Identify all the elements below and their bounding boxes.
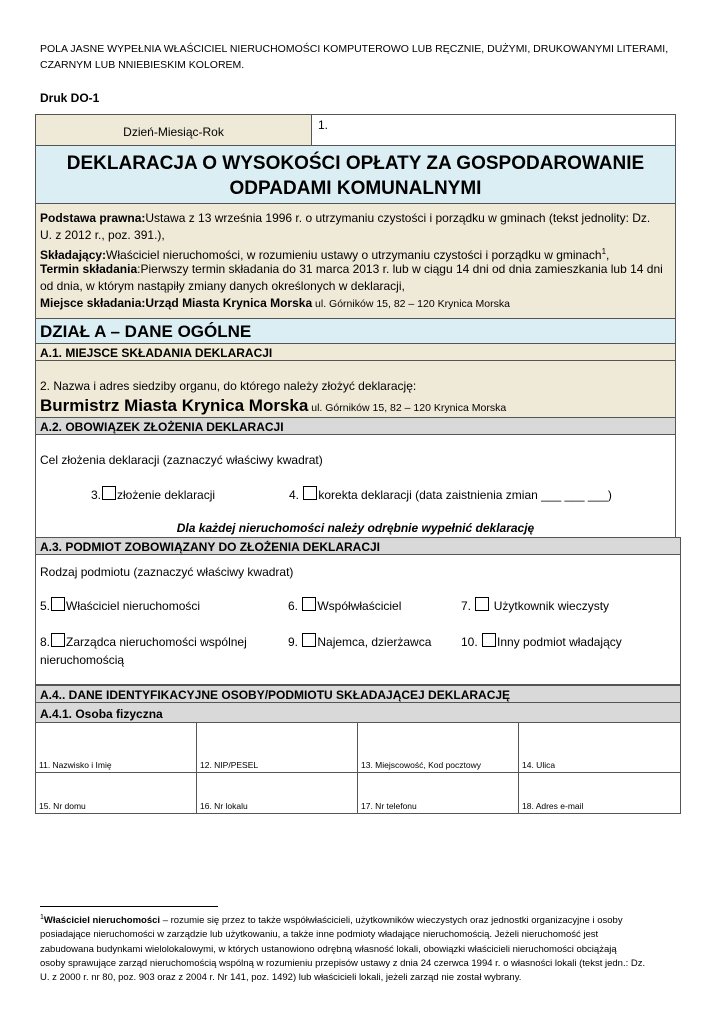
field-14-label: 14. Ulica bbox=[522, 760, 556, 770]
a1-body bbox=[35, 360, 676, 418]
deadline bbox=[40, 261, 663, 277]
checkbox-option-9[interactable] bbox=[302, 633, 316, 647]
a2-note: Dla każdej nieruchomości należy odrębnie wypełnić deklarację bbox=[176, 521, 535, 535]
legal-basis bbox=[40, 210, 650, 226]
a41-heading-row bbox=[35, 702, 681, 723]
footnote-separator bbox=[40, 906, 218, 907]
submitter-label: Składający: bbox=[40, 248, 107, 262]
field-11-cell[interactable] bbox=[36, 723, 196, 772]
place-address: ul. Górników 15, 82 – 120 Krynica Morska bbox=[312, 298, 510, 310]
footnote-line-3: zabudowana budynkami wielolokalowymi, w których ustanowiono odrębną własność lokali, obowiązki właścicieli nieruchomości obciążają bbox=[40, 943, 617, 955]
a1-address: ul. Górników 15, 82 – 120 Krynica Morska bbox=[308, 402, 507, 414]
date-label-cell bbox=[35, 114, 312, 146]
option-6[interactable] bbox=[288, 597, 401, 614]
checkbox-option-3[interactable] bbox=[102, 486, 116, 500]
option-5[interactable] bbox=[40, 597, 200, 614]
form-code: Druk DO-1 bbox=[40, 91, 100, 105]
section-a-heading bbox=[35, 318, 676, 344]
option-8-number: 8. bbox=[40, 635, 51, 649]
a4-heading: A.4.. DANE IDENTYFIKACYJNE OSOBY/PODMIOTU SKŁADAJĄCEJ DEKLARACJĘ bbox=[40, 688, 511, 702]
date-label: Dzień-Miesiąc-Rok bbox=[123, 125, 224, 139]
field-14-cell[interactable] bbox=[519, 723, 680, 772]
a1-authority: Burmistrz Miasta Krynica Morska bbox=[40, 396, 309, 415]
option-10-label: Inny podmiot władający bbox=[497, 635, 622, 649]
legal-basis-text: Ustawa z 13 września 1996 r. o utrzymaniu czystości i porządku w gminach (tekst jednolity: Dz. bbox=[145, 211, 651, 225]
option-9-label: Najemca, dzierżawca bbox=[317, 635, 432, 649]
option-3[interactable] bbox=[91, 486, 215, 503]
field-12-cell[interactable] bbox=[197, 723, 357, 772]
deadline-cont: od dnia, w którym nastąpiły zmiany danych określonych w deklaracji, bbox=[40, 279, 405, 293]
checkbox-option-5[interactable] bbox=[51, 597, 65, 611]
option-7[interactable] bbox=[461, 597, 609, 614]
legal-basis-cont: U. z 2012 r., poz. 391.), bbox=[40, 228, 165, 242]
field-12-label: 12. NIP/PESEL bbox=[200, 760, 259, 770]
footnote-line-2: posiadające nieruchomości w zarządzie lub użytkowaniu, a także inne podmioty władające nieruchomością. Jeżeli nieruchomość jest bbox=[40, 929, 599, 941]
field-15-cell[interactable] bbox=[36, 773, 196, 813]
place-label: Miejsce składania: bbox=[40, 296, 146, 310]
field-16-label: 16. Nr lokalu bbox=[200, 801, 248, 811]
field-13-cell[interactable] bbox=[358, 723, 518, 772]
footnote-line-4: osoby sprawujące zarząd nieruchomością wspólną w rozumieniu przepisów ustawy z dnia 24 czerwca 1994 r. o własności lokali (tekst jedn.: Dz. bbox=[40, 957, 646, 969]
footnote bbox=[40, 911, 645, 985]
a3-heading: A.3. PODMIOT ZOBOWIĄZANY DO ZŁOŻENIA DEKLARACJI bbox=[40, 540, 381, 554]
a3-type-label: Rodzaj podmiotu (zaznaczyć właściwy kwadrat) bbox=[40, 565, 294, 579]
a1-heading: A.1. MIEJSCE SKŁADANIA DEKLARACJI bbox=[40, 346, 273, 360]
a3-body bbox=[35, 554, 681, 685]
option-5-number: 5. bbox=[40, 599, 51, 613]
option-9-number: 9. bbox=[288, 635, 299, 649]
a41-heading: A.4.1. Osoba fizyczna bbox=[40, 707, 163, 721]
field-13-label: 13. Miejscowość, Kod pocztowy bbox=[361, 760, 481, 770]
option-8-label: Zarządca nieruchomości wspólnej bbox=[66, 635, 247, 649]
a2-heading-row bbox=[35, 417, 676, 435]
option-4-label: korekta deklaracji (data zaistnienia zmian ___ ___ ___) bbox=[318, 488, 612, 502]
option-10[interactable] bbox=[461, 633, 622, 650]
submitter-end: , bbox=[606, 248, 610, 262]
place-office: Urząd Miasta Krynica Morska bbox=[145, 296, 313, 310]
checkbox-option-8[interactable] bbox=[51, 633, 65, 647]
option-10-number: 10. bbox=[461, 635, 478, 649]
field-15-label: 15. Nr domu bbox=[39, 801, 86, 811]
legal-basis-label: Podstawa prawna: bbox=[40, 211, 146, 225]
option-6-label: Współwłaściciel bbox=[317, 599, 402, 613]
a1-field-label: 2. Nazwa i adres siedziby organu, do którego należy złożyć deklarację: bbox=[40, 379, 417, 393]
a1-authority-line bbox=[40, 396, 506, 416]
a2-body bbox=[35, 434, 676, 538]
field-18-cell[interactable] bbox=[519, 773, 680, 813]
option-7-label: Użytkownik wieczysty bbox=[493, 599, 610, 613]
info-block bbox=[35, 203, 676, 319]
a4-heading-row bbox=[35, 685, 681, 703]
option-6-number: 6. bbox=[288, 599, 299, 613]
footnote-number: 1 bbox=[40, 914, 44, 921]
option-3-label: złożenie deklaracji bbox=[117, 488, 216, 502]
a2-purpose-label: Cel złożenia deklaracji (zaznaczyć właściwy kwadrat) bbox=[40, 453, 323, 467]
date-field-number: 1. bbox=[318, 118, 329, 132]
field-16-cell[interactable] bbox=[197, 773, 357, 813]
footnote-line-5: U. z 2000 r. nr 80, poz. 903 oraz z 2004 r. Nr 141, poz. 1492) lub właścicieli lokali, jeżeli zarząd nie został wybrany. bbox=[40, 971, 522, 983]
checkbox-option-6[interactable] bbox=[302, 597, 316, 611]
submitter-text: Właściciel nieruchomości, w rozumieniu ustawy o utrzymaniu czystości i porządku w gminach bbox=[106, 248, 602, 262]
option-3-number: 3. bbox=[91, 488, 102, 502]
page-title-line-2: ODPADAMI KOMUNALNYMI bbox=[229, 178, 482, 199]
deadline-label: Termin składania bbox=[40, 262, 138, 276]
section-a-title: DZIAŁ A – DANE OGÓLNE bbox=[40, 322, 252, 341]
submitter-footnote-ref: 1 bbox=[601, 247, 607, 256]
field-11-label: 11. Nazwisko i Imię bbox=[39, 760, 112, 770]
footnote-line-1-text: – rozumie się przez to także współwłaścicieli, użytkowników wieczystych oraz jednostki organizacyjne i osoby bbox=[160, 915, 623, 927]
field-17-cell[interactable] bbox=[358, 773, 518, 813]
page-title-line-1: DEKLARACJA O WYSOKOŚCI OPŁATY ZA GOSPODAROWANIE bbox=[66, 153, 645, 174]
field-18-label: 18. Adres e-mail bbox=[522, 801, 584, 811]
instructions-line-2: CZARNYM LUB NNIEBIESKIM KOLOREM. bbox=[40, 59, 245, 71]
field-17-label: 17. Nr telefonu bbox=[361, 801, 417, 811]
checkbox-option-4[interactable] bbox=[303, 486, 317, 500]
title-block bbox=[35, 145, 676, 204]
checkbox-option-10[interactable] bbox=[482, 633, 496, 647]
instructions-line-1: POLA JASNE WYPEŁNIA WŁAŚCICIEL NIERUCHOMOŚCI KOMPUTEROWO LUB RĘCZNIE, DUŻYMI, DRUKOWANYMI LITERAMI, bbox=[40, 43, 669, 55]
a3-heading-row bbox=[35, 537, 681, 555]
deadline-text: :Pierwszy termin składania do 31 marca 2013 r. lub w ciągu 14 dni od dnia zamieszkania lub 14 dni bbox=[137, 262, 663, 276]
option-7-number: 7. bbox=[461, 599, 472, 613]
option-9[interactable] bbox=[288, 633, 431, 650]
a1-heading-row bbox=[35, 343, 676, 361]
option-4[interactable] bbox=[289, 486, 612, 503]
option-8-label-cont: nieruchomością bbox=[40, 653, 125, 667]
submission-place bbox=[40, 295, 510, 312]
checkbox-option-7[interactable] bbox=[475, 597, 489, 611]
a2-heading: A.2. OBOWIĄZEK ZŁOŻENIA DEKLARACJI bbox=[40, 420, 284, 434]
footnote-line-1 bbox=[40, 911, 645, 928]
option-4-number: 4. bbox=[289, 488, 300, 502]
option-8[interactable] bbox=[40, 633, 247, 650]
date-input-cell[interactable] bbox=[311, 114, 676, 146]
option-5-label: Właściciel nieruchomości bbox=[66, 599, 201, 613]
footnote-term: Właściciel nieruchomości bbox=[43, 915, 161, 927]
